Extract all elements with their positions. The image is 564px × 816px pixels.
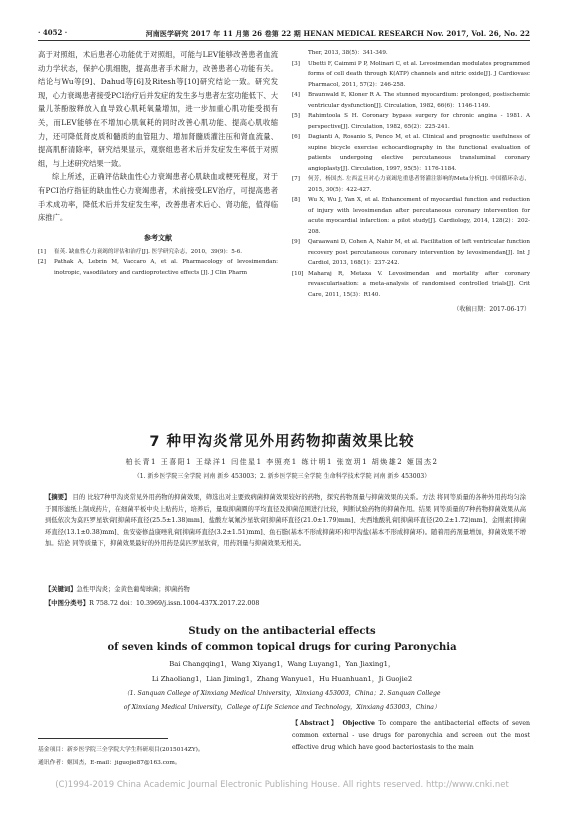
abstract-en <box>292 718 530 754</box>
keywords: 【关键词】急性甲沟炎；金黄色葡萄球菌；抑菌药物 <box>45 586 190 593</box>
page-number: · 4052 · <box>38 28 68 37</box>
abstract-en-label: 【Abstract】 Objective <box>292 720 375 727</box>
reference-item: [3] Ubetti F, Caimmi P P, Molinari C, et al. Levosimendan modulates programmed forms of cell death through K(ATP) channels and nitric oxide[J]. J Cardiovasc Pharmacol, 2011, 57(2)：246-258. <box>292 60 530 88</box>
footnote-fund: 基金项目：新乡医学院三全学院大学生科研项目(2015014ZY)。 <box>38 747 204 753</box>
reference-item: [5] Rahimtoola S H. Coronary bypass surgery for chronic angina - 1981. A perspective[J]. Circulation, 1982, 65(2)：225-241. <box>292 113 530 130</box>
authors-en: Li Zhaoliang1，Lian Jiming1，Zhang Wanyue1，Hu Huanhuan1，Ji Guojie2 <box>151 675 413 683</box>
right-column <box>292 48 530 313</box>
references-heading: 参考文献 <box>144 232 172 242</box>
article-title-en: Study on the antibacterial effects <box>188 626 376 637</box>
journal-name: 河南医学研究 2017 年 11 月第 26 卷第 22 期 HENAN MEDICAL RESEARCH Nov. 2017, Vol. 26, No. 22 <box>145 29 530 38</box>
abstract-label: 【摘要】 <box>45 494 71 501</box>
affiliation-en: of Xinxiang Medical University，College of Life Science and Technology，Xinxiang 453003，China） <box>123 704 441 711</box>
body-paragraph: 高于对照组，术后患者心功能优于对照组，可能与LEV能够改善患者血流动力学状态，保护心肌细胞，提高患者手术耐力，改善患者心功能有关。结论与Wu等[9]、Dahud等[6]及Ritesh等[10]研究结论一致。研究发现，心力衰竭患者接受PCI治疗后并发症的发生多与患者左室功能低下、大量儿茶酚胺释放入血导致心肌耗氧量增加，进一步加重心肌功能受损有关，而LEV能够在不增加心肌氧耗的同时改善心肌功能、提高心肌收缩力，还可降低肾皮质和髓质的血管阻力、增加肾髓质灌注压和肾血流量、提高肌酐清除率，研究结果显示，观察组患者术后并发症发生率低于对照组，与上述研究结果一致。 <box>38 50 278 168</box>
left-column <box>38 48 278 278</box>
received-date: （收稿日期：2017-06-17） <box>453 306 530 313</box>
reference-item: [8] Wu X, Wu J, Yan X, et al. Enhancement of myocardial function and reduction of injury with levosimendan after percutaneous coronary intervention for acute myocardial infarction: a pilot study[J]. Cardiology, 2014, 128(2)：202-208. <box>292 197 530 235</box>
reference-item: [10] Maharaj R, Metaxa V. Levosimendan and mortality after coronary revascularisation: a meta-analysis of randomised controlled trials[J]. Crit Care, 2011, 15(3)：R140. <box>292 270 530 298</box>
abstract-en-text: To compare the antibacterial effects of seven common external - use drugs for paronychia and screen out the most effective drug which have good bacteriostasis to the main <box>292 720 531 751</box>
reference-item: [7] 何芳，杨国杰. 左西孟旦对心力衰竭危重患者肾灌注影响的Meta分析[J]. 中国循环杂志，2015, 30(5)：422-427. <box>292 176 530 193</box>
reference-item: [1] 崔英. 缺血性心力衰竭的评估和治疗[J]. 医学研究杂志，2010，39(9)：5-6. <box>38 248 243 255</box>
classification: 【中图分类号】R 758.72 doi：10.3969/j.issn.1004-437X.2017.22.008 <box>45 600 260 607</box>
reference-item: Ther, 2013, 38(5)：341-349. <box>308 50 388 56</box>
affiliation-en: （1. Sanquan College of Xinxiang Medical University，Xinxiang 453003，China；2. Sanquan College <box>123 690 441 697</box>
abstract-cn <box>45 492 526 550</box>
reference-item: [2] Pathak A, Lebrin M, Vaccaro A, et al. Pharmacology of levosimendan: inotropic, vasodilatory and cardioprotective effects [J]. J Clin Pharm <box>38 259 278 276</box>
authors-en: Bai Changqing1，Wang Xiyang1，Wang Luyang1，Yan Jiaxing1， <box>169 660 395 668</box>
article-title-cn: 7 种甲沟炎常见外用药物抑菌效果比较 <box>149 434 415 450</box>
body-paragraph: 综上所述，正确评估缺血性心力衰竭患者心肌缺血或梗死程度，对于有PCI治疗指征的缺血性心力衰竭患者，术前接受LEV治疗，可提高患者手术成功率，降低术后并发症发生率，改善患者术后心、肾功能，值得临床推广。 <box>38 172 278 223</box>
affiliation-cn: （1. 新乡医学院三全学院 河南 新乡 453003；2. 新乡医学院三全学院 生命科学技术学院 河南 新乡 453003） <box>133 473 431 480</box>
reference-item: [9] Qaraawani D, Cohen A, Nahir M, et al. Facilitation of left ventricular function recovery post percutaneous coronary intervention by levosimendan[J]. Int J Cardiol, 2013, 168(1)：237-242. <box>292 239 530 266</box>
footnote-divider <box>38 738 168 739</box>
authors-cn: 柏长青1 王喜阳1 王绿洋1 闫佳星1 李照亮1 练计明1 张宽玥1 胡焕雄2 姬国杰2 <box>125 458 439 466</box>
running-header <box>38 26 530 41</box>
copyright-footer: (C)1994-2019 China Academic Journal Electronic Publishing House. All rights reserved. http://www.cnki.net <box>55 780 509 790</box>
abstract-text: 目的 比较7种甲沟炎常见外用药物的抑菌效果，筛选出对主要致病菌抑菌效果较好的药物，探究药物剂量与抑菌效果的关系。方法 将同等质量的各种外用药均匀涂于圆形滤纸上制成药片，在细菌平板中央上贴药片，培养后，量取抑菌圈的平均直径及抑菌范围进行比较，判断试验药物的抑菌作用。结果 同等质量的7种药物抑菌效果从高到低依次为莫匹罗星软膏[抑菌环直径(25.5±1.38)mm]、盐酸左氧氟沙星软膏[抑菌环直径(21.0±1.79)mm]、夫西地酸乳膏[抑菌环直径(20.2±1.72)mm]、金刚素[抑菌环直径(13.1±0.38)mm]、鱼安姿修益康唑乳膏[抑菌环直径(3.2±1.51)mm]、鱼石脂(基本不形成抑菌环)和甲沟盐(基本不形成抑菌环)。随着用药剂量增加，抑菌效果不增加。结论 同等质量下，抑菌效果最好的外用药是莫匹罗星软膏，用药剂量与抑菌效果无相关。 <box>45 494 526 547</box>
footnote-contact: 通讯作者：姬国杰，E-mail：jiguojie87@163.com。 <box>38 760 181 766</box>
article-title-en: of seven kinds of common topical drugs for curing Paronychia <box>107 642 457 653</box>
reference-item: [4] Braunwald E, Kloner R A. The stunned myocardium: prolonged, postischemic ventricular dysfunction[J]. Circulation, 1982, 66(6)：1146-1149. <box>292 92 530 109</box>
reference-item: [6] Dagianti A, Rosanio S, Penco M, et al. Clinical and prognostic usefulness of supine bicycle exercise echocardiography in the functional evaluation of patients undergoing elective percutaneous transluminal coronary angioplasty[J]. Circulation, 1997, 95(5)：1176-1184. <box>292 134 530 172</box>
